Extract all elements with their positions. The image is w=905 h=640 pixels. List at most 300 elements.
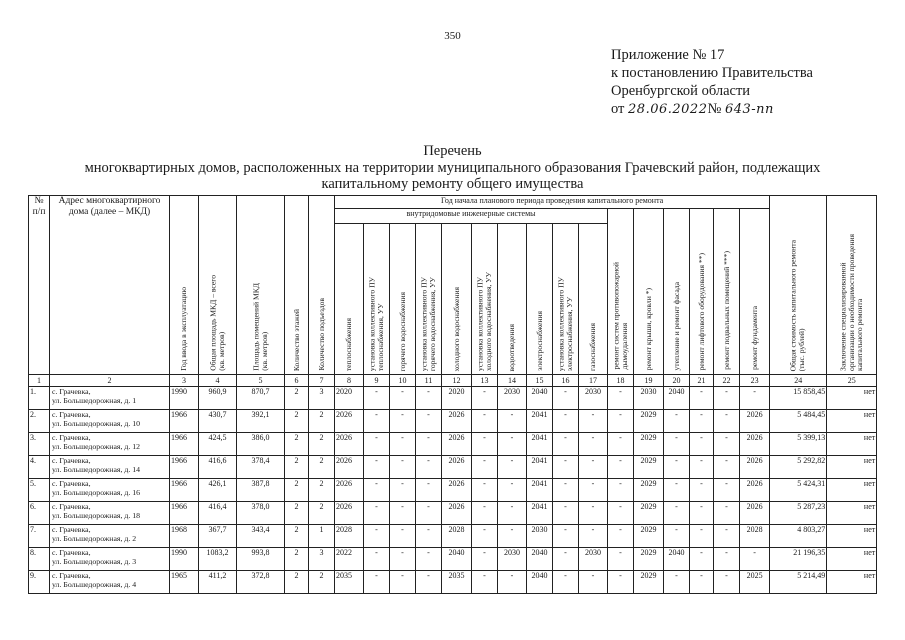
premises-area-cell: 993,8 <box>237 548 285 571</box>
repair-year-cell: - <box>498 433 527 456</box>
repair-year-cell: - <box>498 525 527 548</box>
column-number: 2 <box>50 375 170 387</box>
header-foundation: ремонт фундамента <box>740 209 770 375</box>
repair-year-cell: - <box>416 433 442 456</box>
appendix-line-2: к постановлению Правительства <box>611 65 813 81</box>
table-row <box>29 479 877 502</box>
repair-year-cell: 2020 <box>335 387 364 410</box>
repair-year-cell: - <box>416 525 442 548</box>
cost-cell: 5 287,23 <box>770 502 827 525</box>
row-number-cell: 6. <box>29 502 50 525</box>
header-cold-water-meter: установка коллективного ПУ холодного водоснабжения, УУ <box>472 224 498 375</box>
column-number: 21 <box>690 375 714 387</box>
repair-year-cell: 2020 <box>442 387 472 410</box>
repair-year-cell: 2040 <box>527 548 553 571</box>
repair-year-cell: 2030 <box>498 387 527 410</box>
repair-year-cell: 2035 <box>442 571 472 594</box>
repair-year-cell: 2029 <box>634 571 664 594</box>
repair-year-cell: 2030 <box>498 548 527 571</box>
address-line-1: с. Грачевка, <box>52 479 91 488</box>
address-line-2: ул. Большедорожная, д. 12 <box>52 442 141 451</box>
table-row <box>29 571 877 594</box>
address-line-1: с. Грачевка, <box>52 387 91 396</box>
header-sewerage: водоотведения <box>498 224 527 375</box>
repair-year-cell: - <box>553 433 579 456</box>
repair-year-cell: - <box>390 433 416 456</box>
premises-area-cell: 387,8 <box>237 479 285 502</box>
repair-year-cell: 2029 <box>634 433 664 456</box>
repair-year-cell: 2026 <box>442 433 472 456</box>
conclusion-cell: нет <box>827 387 877 410</box>
total-area-cell: 367,7 <box>199 525 237 548</box>
repair-year-cell: - <box>498 479 527 502</box>
repair-year-cell: 2029 <box>634 525 664 548</box>
year-cell: 1965 <box>170 571 199 594</box>
repair-year-cell: - <box>498 410 527 433</box>
conclusion-cell: нет <box>827 410 877 433</box>
entrances-cell: 2 <box>309 479 335 502</box>
column-number: 5 <box>237 375 285 387</box>
address-line-2: ул. Большедорожная, д. 16 <box>52 488 141 497</box>
repair-year-cell: - <box>390 387 416 410</box>
header-heating-meter: установка коллективного ПУ теплоснабжения, УУ <box>364 224 390 375</box>
repair-year-cell: - <box>714 479 740 502</box>
repair-year-cell: 2029 <box>634 479 664 502</box>
column-number: 4 <box>199 375 237 387</box>
repair-year-cell: - <box>690 502 714 525</box>
repair-year-cell: - <box>472 410 498 433</box>
address-line-2: ул. Большедорожная, д. 3 <box>52 557 137 566</box>
repair-year-cell: - <box>714 433 740 456</box>
column-number-row <box>29 375 877 387</box>
repair-year-cell: - <box>690 479 714 502</box>
repair-year-cell: - <box>714 387 740 410</box>
repair-year-cell: - <box>416 548 442 571</box>
repair-year-cell: - <box>608 525 634 548</box>
conclusion-cell: нет <box>827 571 877 594</box>
repair-year-cell: - <box>690 387 714 410</box>
repair-year-cell: 2041 <box>527 410 553 433</box>
title-line-3: капитальному ремонту общего имущества <box>321 176 584 192</box>
appendix-line-1: Приложение № 17 <box>611 47 725 63</box>
repair-year-cell: - <box>390 410 416 433</box>
repair-year-cell: - <box>690 410 714 433</box>
conclusion-cell: нет <box>827 548 877 571</box>
repair-year-cell: - <box>690 525 714 548</box>
address-line-2: ул. Большедорожная, д. 10 <box>52 419 141 428</box>
repair-year-cell: - <box>690 456 714 479</box>
row-number-cell: 1. <box>29 387 50 410</box>
floors-cell: 2 <box>285 502 309 525</box>
repair-year-cell: - <box>553 456 579 479</box>
repair-year-cell: 2026 <box>335 456 364 479</box>
floors-cell: 2 <box>285 525 309 548</box>
header-period-group: Год начала планового периода проведения капитального ремонта <box>335 196 770 209</box>
repair-year-cell: 2040 <box>442 548 472 571</box>
column-number: 20 <box>664 375 690 387</box>
address-line-2: ул. Большедорожная, д. 18 <box>52 511 141 520</box>
header-elevator: ремонт лифтового оборудования **) <box>690 209 714 375</box>
repair-year-cell: 2040 <box>664 548 690 571</box>
repair-year-cell: - <box>416 502 442 525</box>
column-number: 19 <box>634 375 664 387</box>
repair-year-cell: - <box>472 456 498 479</box>
floors-cell: 2 <box>285 571 309 594</box>
appendix-date: 28.06.2022 <box>628 102 708 117</box>
repair-year-cell: 2030 <box>527 525 553 548</box>
repair-year-cell: 2035 <box>335 571 364 594</box>
row-number-cell: 9. <box>29 571 50 594</box>
repair-year-cell: 2026 <box>335 502 364 525</box>
repair-year-cell: - <box>664 502 690 525</box>
premises-area-cell: 386,0 <box>237 433 285 456</box>
floors-cell: 2 <box>285 433 309 456</box>
repair-year-cell: - <box>579 525 608 548</box>
repair-year-cell: - <box>664 479 690 502</box>
repair-year-cell: 2030 <box>579 387 608 410</box>
address-cell <box>50 387 170 410</box>
header-cost: Общая стоимость капитального ремонта (тыс. рублей) <box>770 196 827 375</box>
header-total-area: Общая площадь МКД – всего (кв. метров) <box>199 196 237 375</box>
column-number: 13 <box>472 375 498 387</box>
repair-year-cell: - <box>390 456 416 479</box>
address-line-1: с. Грачевка, <box>52 548 91 557</box>
cost-cell: 5 292,82 <box>770 456 827 479</box>
total-area-cell: 960,9 <box>199 387 237 410</box>
repair-year-cell: 2026 <box>740 502 770 525</box>
total-area-cell: 416,6 <box>199 456 237 479</box>
entrances-cell: 2 <box>309 433 335 456</box>
address-line-2: ул. Большедорожная, д. 4 <box>52 580 137 589</box>
repair-year-cell: - <box>364 525 390 548</box>
repair-year-cell: - <box>714 502 740 525</box>
address-cell <box>50 571 170 594</box>
repair-year-cell: 2026 <box>740 410 770 433</box>
repair-year-cell: - <box>553 502 579 525</box>
repair-year-cell: - <box>472 502 498 525</box>
repair-year-cell: 2026 <box>740 479 770 502</box>
repair-year-cell: - <box>608 456 634 479</box>
year-cell: 1966 <box>170 410 199 433</box>
premises-area-cell: 372,8 <box>237 571 285 594</box>
header-premises-area: Площадь помещений МКД (кв. метров) <box>237 196 285 375</box>
total-area-cell: 424,5 <box>199 433 237 456</box>
repair-year-cell: - <box>498 456 527 479</box>
column-number: 9 <box>364 375 390 387</box>
total-area-cell: 426,1 <box>199 479 237 502</box>
repair-year-cell: 2029 <box>634 502 664 525</box>
header-electricity: электроснабжения <box>527 224 553 375</box>
cost-cell: 5 484,45 <box>770 410 827 433</box>
address-cell <box>50 479 170 502</box>
column-number: 15 <box>527 375 553 387</box>
repair-year-cell: - <box>364 571 390 594</box>
column-number: 10 <box>390 375 416 387</box>
repair-year-cell: 2040 <box>527 387 553 410</box>
title-line-2: многоквартирных домов, расположенных на территории муниципального образования Грачевский район, подлежащих <box>84 159 821 176</box>
header-entrances: Количество подъездов <box>309 196 335 375</box>
repair-year-cell: - <box>714 525 740 548</box>
column-number: 22 <box>714 375 740 387</box>
year-cell: 1966 <box>170 502 199 525</box>
repair-year-cell: 2028 <box>335 525 364 548</box>
repair-year-cell: 2028 <box>442 525 472 548</box>
appendix-number: 643-пп <box>724 102 774 117</box>
floors-cell: 2 <box>285 410 309 433</box>
header-num: № п/п <box>29 196 50 375</box>
header-heating: теплоснабжения <box>335 224 364 375</box>
table-row <box>29 387 877 410</box>
repair-year-cell: 2040 <box>664 387 690 410</box>
repair-year-cell: - <box>498 571 527 594</box>
entrances-cell: 2 <box>309 456 335 479</box>
entrances-cell: 1 <box>309 525 335 548</box>
column-number: 18 <box>608 375 634 387</box>
address-line-1: с. Грачевка, <box>52 502 91 511</box>
table-row <box>29 525 877 548</box>
repair-year-cell: 2026 <box>740 456 770 479</box>
conclusion-cell: нет <box>827 502 877 525</box>
column-number: 11 <box>416 375 442 387</box>
repair-year-cell: 2030 <box>634 387 664 410</box>
row-number-cell: 8. <box>29 548 50 571</box>
table-row <box>29 548 877 571</box>
repair-year-cell: 2041 <box>527 456 553 479</box>
total-area-cell: 1083,2 <box>199 548 237 571</box>
repair-year-cell: - <box>608 571 634 594</box>
repair-year-cell: - <box>416 571 442 594</box>
repair-year-cell: - <box>608 387 634 410</box>
entrances-cell: 2 <box>309 410 335 433</box>
total-area-cell: 416,4 <box>199 502 237 525</box>
header-cold-water: холодного водоснабжения <box>442 224 472 375</box>
document-title <box>0 143 905 193</box>
table-row <box>29 502 877 525</box>
address-cell <box>50 433 170 456</box>
column-number: 25 <box>827 375 877 387</box>
header-electricity-meter: установка коллективного ПУ электроснабжения, УУ <box>553 224 579 375</box>
repair-year-cell: - <box>390 571 416 594</box>
header-year: Год ввода в эксплуатацию <box>170 196 199 375</box>
table-row <box>29 410 877 433</box>
repair-year-cell: - <box>390 502 416 525</box>
repair-year-cell: - <box>579 456 608 479</box>
repair-year-cell: - <box>608 479 634 502</box>
repair-year-cell: - <box>664 456 690 479</box>
entrances-cell: 2 <box>309 502 335 525</box>
repair-year-cell: - <box>364 387 390 410</box>
column-number: 6 <box>285 375 309 387</box>
address-line-1: с. Грачевка, <box>52 456 91 465</box>
row-number-cell: 5. <box>29 479 50 502</box>
row-number-cell: 4. <box>29 456 50 479</box>
repair-year-cell: - <box>664 525 690 548</box>
address-cell <box>50 548 170 571</box>
appendix-line-3: Оренбургской области <box>611 83 751 99</box>
repair-year-cell: 2026 <box>442 479 472 502</box>
repair-year-cell: - <box>364 410 390 433</box>
repair-year-cell: - <box>608 410 634 433</box>
repair-year-cell: 2026 <box>442 456 472 479</box>
floors-cell: 2 <box>285 387 309 410</box>
cost-cell: 21 196,35 <box>770 548 827 571</box>
cost-cell: 15 858,45 <box>770 387 827 410</box>
header-conclusion: Заключение специализированной организации о необходимости проведения капитального ремонта <box>827 196 877 375</box>
address-line-1: с. Грачевка, <box>52 571 91 580</box>
repair-year-cell: 2026 <box>335 410 364 433</box>
column-number: 24 <box>770 375 827 387</box>
row-number-cell: 3. <box>29 433 50 456</box>
repair-year-cell: - <box>690 571 714 594</box>
column-number: 23 <box>740 375 770 387</box>
year-cell: 1966 <box>170 479 199 502</box>
repair-year-cell: - <box>390 479 416 502</box>
repair-year-cell: - <box>553 525 579 548</box>
repair-year-cell: - <box>390 525 416 548</box>
header-hot-water-meter: установка коллективного ПУ горячего водоснабжения, УУ <box>416 224 442 375</box>
total-area-cell: 411,2 <box>199 571 237 594</box>
repair-year-cell: - <box>498 502 527 525</box>
repair-year-cell: - <box>740 548 770 571</box>
repair-year-cell: - <box>553 479 579 502</box>
cost-cell: 5 399,13 <box>770 433 827 456</box>
address-line-1: с. Грачевка, <box>52 433 91 442</box>
repair-year-cell: - <box>364 479 390 502</box>
entrances-cell: 2 <box>309 571 335 594</box>
repair-year-cell: 2029 <box>634 456 664 479</box>
repair-year-cell: - <box>416 410 442 433</box>
repair-year-cell: - <box>553 410 579 433</box>
repair-year-cell: - <box>714 410 740 433</box>
column-number: 17 <box>579 375 608 387</box>
repair-year-cell: - <box>364 433 390 456</box>
column-number: 3 <box>170 375 199 387</box>
repair-year-cell: 2041 <box>527 433 553 456</box>
repair-year-cell: 2029 <box>634 410 664 433</box>
header-gas: газоснабжения <box>579 224 608 375</box>
repair-register-table <box>28 195 877 594</box>
column-number: 16 <box>553 375 579 387</box>
repair-year-cell: - <box>472 525 498 548</box>
header-basement: ремонт подвальных помещений ***) <box>714 209 740 375</box>
column-number: 7 <box>309 375 335 387</box>
repair-year-cell: - <box>579 502 608 525</box>
repair-year-cell: - <box>472 433 498 456</box>
repair-year-cell: 2026 <box>442 410 472 433</box>
repair-year-cell: - <box>690 433 714 456</box>
repair-year-cell: - <box>714 548 740 571</box>
premises-area-cell: 392,1 <box>237 410 285 433</box>
repair-year-cell: 2026 <box>335 433 364 456</box>
address-line-1: с. Грачевка, <box>52 410 91 419</box>
address-line-1: с. Грачевка, <box>52 525 91 534</box>
repair-year-cell: - <box>553 548 579 571</box>
appendix-prefix: от <box>611 101 625 117</box>
floors-cell: 2 <box>285 456 309 479</box>
address-cell <box>50 502 170 525</box>
premises-area-cell: 378,0 <box>237 502 285 525</box>
column-number: 12 <box>442 375 472 387</box>
repair-year-cell: - <box>664 571 690 594</box>
repair-year-cell: - <box>364 502 390 525</box>
header-hot-water: горячего водоснабжения <box>390 224 416 375</box>
repair-year-cell: - <box>390 548 416 571</box>
header-address: Адрес многоквартирного дома (далее – МКД) <box>50 196 170 375</box>
entrances-cell: 3 <box>309 548 335 571</box>
appendix-block <box>611 46 813 119</box>
column-number: 1 <box>29 375 50 387</box>
repair-year-cell: - <box>553 571 579 594</box>
total-area-cell: 430,7 <box>199 410 237 433</box>
year-cell: 1966 <box>170 433 199 456</box>
year-cell: 1990 <box>170 387 199 410</box>
conclusion-cell: нет <box>827 433 877 456</box>
entrances-cell: 3 <box>309 387 335 410</box>
premises-area-cell: 870,7 <box>237 387 285 410</box>
repair-year-cell: 2026 <box>442 502 472 525</box>
header-facade: утепление и ремонт фасада <box>664 209 690 375</box>
repair-year-cell: - <box>579 433 608 456</box>
header-floors: Количество этажей <box>285 196 309 375</box>
floors-cell: 2 <box>285 548 309 571</box>
repair-year-cell: - <box>579 479 608 502</box>
cost-cell: 4 803,27 <box>770 525 827 548</box>
address-line-2: ул. Большедорожная, д. 1 <box>52 396 137 405</box>
repair-year-cell: 2026 <box>335 479 364 502</box>
header-roof: ремонт крыши, кровли *) <box>634 209 664 375</box>
conclusion-cell: нет <box>827 456 877 479</box>
table-row <box>29 456 877 479</box>
conclusion-cell: нет <box>827 525 877 548</box>
repair-year-cell: - <box>472 479 498 502</box>
repair-year-cell: - <box>472 387 498 410</box>
row-number-cell: 7. <box>29 525 50 548</box>
repair-year-cell: 2022 <box>335 548 364 571</box>
repair-year-cell: - <box>472 548 498 571</box>
repair-year-cell: - <box>664 433 690 456</box>
repair-year-cell: - <box>740 387 770 410</box>
column-number: 14 <box>498 375 527 387</box>
row-number-cell: 2. <box>29 410 50 433</box>
repair-year-cell: - <box>416 456 442 479</box>
repair-year-cell: - <box>608 548 634 571</box>
year-cell: 1966 <box>170 456 199 479</box>
repair-year-cell: - <box>664 410 690 433</box>
repair-year-cell: - <box>608 433 634 456</box>
repair-year-cell: - <box>416 479 442 502</box>
header-systems-group: внутридомовые инженерные системы <box>335 209 608 224</box>
address-cell <box>50 410 170 433</box>
repair-year-cell: 2025 <box>740 571 770 594</box>
year-cell: 1990 <box>170 548 199 571</box>
repair-year-cell: 2030 <box>579 548 608 571</box>
header-fire-systems: ремонт систем противопожарной дымоудаления <box>608 209 634 375</box>
repair-year-cell: - <box>608 502 634 525</box>
repair-year-cell: 2028 <box>740 525 770 548</box>
repair-year-cell: 2041 <box>527 479 553 502</box>
repair-year-cell: - <box>579 410 608 433</box>
column-number: 8 <box>335 375 364 387</box>
repair-year-cell: - <box>690 548 714 571</box>
cost-cell: 5 424,31 <box>770 479 827 502</box>
repair-year-cell: - <box>364 548 390 571</box>
appendix-number-sign: № <box>707 101 722 117</box>
repair-year-cell: - <box>364 456 390 479</box>
address-cell <box>50 525 170 548</box>
premises-area-cell: 378,4 <box>237 456 285 479</box>
premises-area-cell: 343,4 <box>237 525 285 548</box>
repair-year-cell: - <box>416 387 442 410</box>
